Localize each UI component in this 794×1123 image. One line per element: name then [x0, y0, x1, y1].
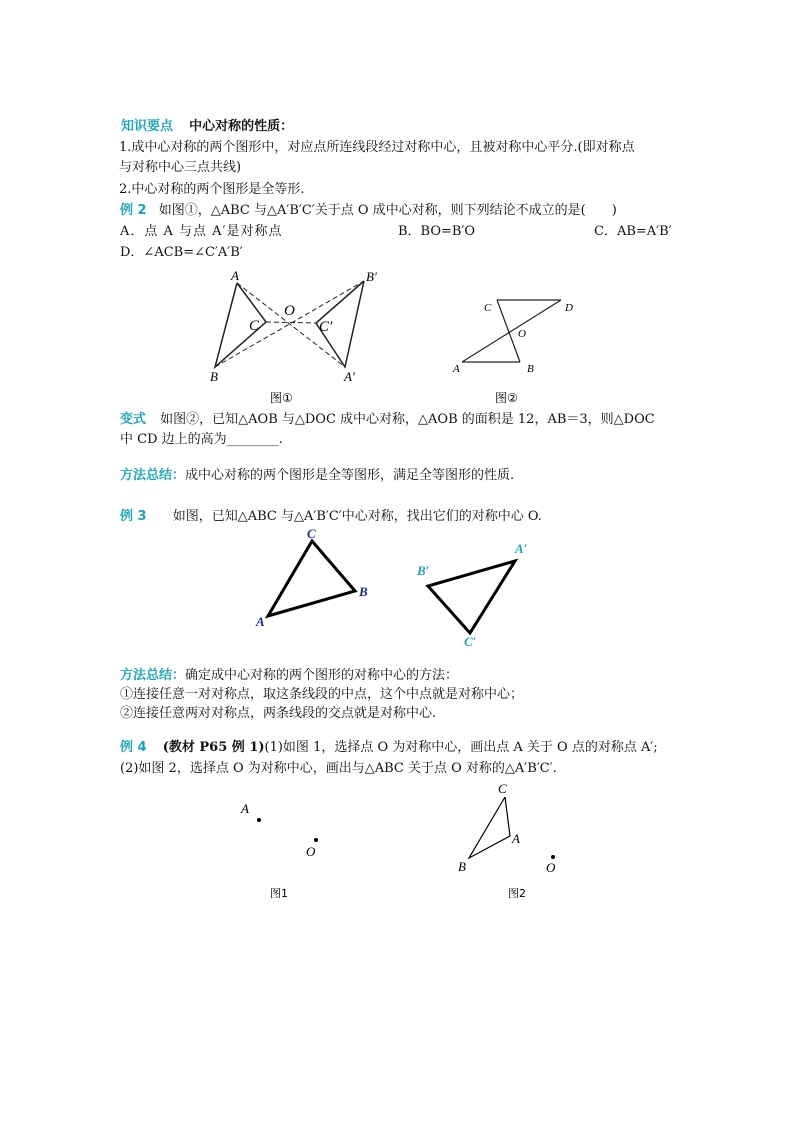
fig1-label-c2: C′ [319, 319, 333, 335]
ex4-fig2-label-a: A [512, 831, 520, 846]
example-3-triangle-abc [268, 541, 355, 616]
figure-2-diagram [462, 300, 561, 362]
example-2-label: 例 2 [120, 203, 147, 218]
example-4-label: 例 4 [120, 740, 147, 755]
summary-2-item-2: ②连接任意两对对称点，两条线段的交点就是对称中心. [120, 706, 437, 721]
option-b: B．BO=B′O [398, 224, 476, 239]
fig2-label-a: A [453, 363, 460, 375]
variant-line-1: 如图②，已知△AOB 与△DOC 成中心对称，△AOB 的面积是 12，AB＝3，则△DOC [160, 412, 655, 427]
fig1-label-b2: B′ [366, 269, 377, 284]
ex4-fig2-point-o [551, 855, 555, 859]
ex4-fig2-label-o: O [546, 860, 556, 875]
property-1-line-2: 与对称中心三点共线) [119, 160, 242, 175]
fig2-caption: 图② [495, 391, 518, 405]
fig2-label-d: D [565, 302, 573, 314]
section-heading: 知识要点 [121, 119, 174, 134]
ex3-label-b2: B′ [417, 563, 430, 578]
ex3-label-a2: A′ [515, 541, 528, 556]
fig1-label-b: B [210, 369, 218, 384]
summary-1-text: 成中心对称的两个图形是全等图形，满足全等图形的性质. [185, 468, 515, 483]
fig2-label-b: B [527, 363, 534, 375]
ex3-label-a: A [256, 614, 265, 629]
fig1-label-c: C [249, 318, 260, 334]
fig1-label-a: A [231, 268, 239, 283]
option-d: D．∠ACB=∠C′A′B′ [120, 245, 243, 260]
example-4-line-2: (2)如图 2，选择点 O 为对称中心，画出与△ABC 关于点 O 对称的△A′B′C′. [120, 761, 557, 776]
example-3-row [120, 508, 542, 526]
property-1-line-1: 1.成中心对称的两个图形中，对应点所连线段经过对称中心，且被对称中心平分.(即对称点 [119, 140, 635, 155]
summary-2-row [120, 667, 458, 685]
summary-1-row [120, 467, 514, 485]
variant-label: 变式 [120, 412, 147, 427]
ex3-label-c2: C′ [464, 634, 477, 649]
dashed-line-cc2 [266, 322, 316, 323]
fig2-label-o: O [518, 328, 526, 340]
ex3-label-b: B [359, 584, 368, 599]
option-c: C．AB=A′B′ [594, 224, 672, 239]
example-3-label: 例 3 [120, 509, 147, 524]
example-4-row-1 [120, 739, 658, 757]
segment-da [462, 300, 561, 362]
figure-1-diagram [215, 281, 364, 367]
segment-cb [497, 300, 520, 362]
fig1-label-a2: A′ [344, 369, 355, 384]
summary-1-label: 方法总结： [120, 468, 186, 483]
fig2-label-c: C [484, 302, 492, 314]
example-3-text: 如图，已知△ABC 与△A′B′C′中心对称，找出它们的对称中心 O. [172, 509, 542, 524]
option-a: A．点 A 与点 A′是对称点 [120, 224, 283, 239]
ex4-fig1-point-o [314, 838, 318, 842]
ex4-fig2-caption: 图2 [508, 887, 526, 900]
ex4-fig2-label-b: B [458, 859, 466, 874]
ex4-fig2-triangle [469, 797, 510, 858]
ex4-fig1-label-o: O [306, 844, 316, 859]
section-title: 中心对称的性质： [189, 119, 294, 134]
ex4-fig2-label-c: C [498, 781, 507, 796]
example-3-triangle-a2b2c2 [428, 561, 515, 633]
example-4-ref: (教材 P65 例 1) [162, 740, 265, 755]
summary-2-label: 方法总结： [120, 668, 186, 683]
example-2-stem: 如图①，△ABC 与△A′B′C′关于点 O 成中心对称，则下列结论不成立的是( ) [158, 203, 617, 218]
property-2: 2.中心对称的两个图形是全等形. [119, 182, 305, 197]
ex4-fig1-caption: 图1 [270, 887, 288, 900]
summary-2-text: 确定成中心对称的两个图形的对称中心的方法： [185, 668, 459, 683]
example-4-line-1: (1)如图 1，选择点 O 为对称中心，画出点 A 关于 O 点的对称点 A′; [264, 740, 658, 755]
ex4-fig1-label-a: A [241, 801, 249, 816]
variant-row [120, 411, 655, 429]
fig1-label-o: O [284, 303, 295, 319]
variant-line-2: 中 CD 边上的高为________. [120, 432, 283, 447]
ex4-fig1-point-a [257, 818, 261, 822]
fig1-caption: 图① [270, 391, 293, 405]
summary-2-item-1: ①连接任意一对对称点，取这条线段的中点，这个中点就是对称中心； [120, 687, 524, 702]
ex3-label-c: C [307, 526, 316, 541]
